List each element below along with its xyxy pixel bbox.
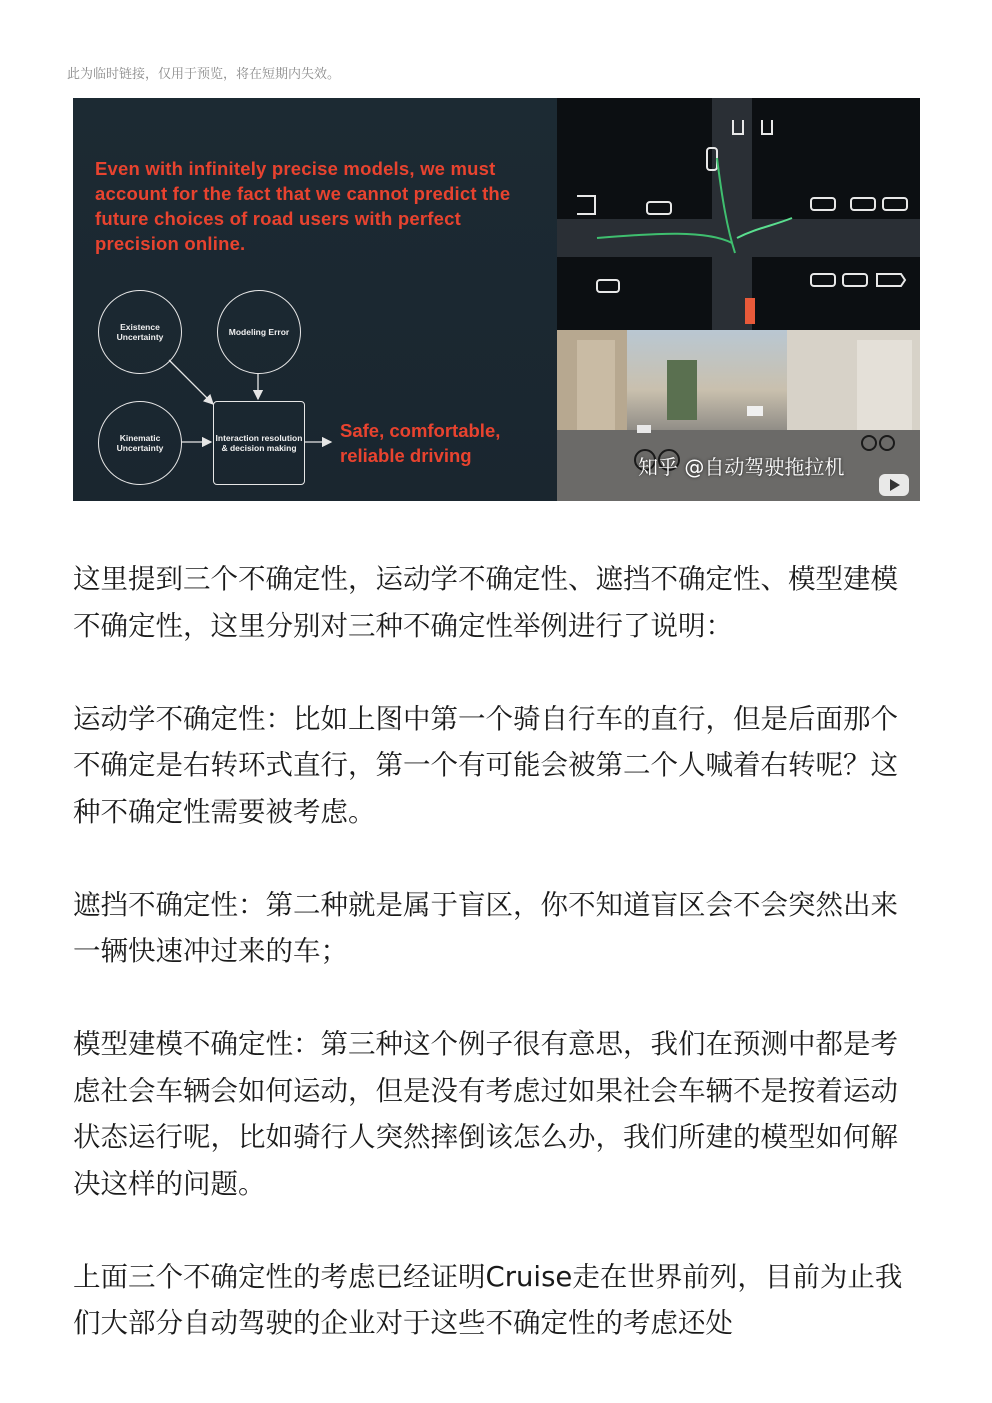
zhihu-watermark: 知乎 @自动驾驶拖拉机 [638, 455, 845, 479]
slide-outcome: Safe, comfortable, reliable driving [340, 420, 501, 466]
paragraph-intro: 这里提到三个不确定性，运动学不确定性、遮挡不确定性、模型建模不确定性，这里分别对三种不确定性举例进行了说明： [73, 563, 898, 642]
play-icon[interactable] [879, 474, 909, 496]
paragraph-conclusion: 上面三个不确定性的考虑已经证明Cruise走在世界前列，目前为止我们大部分自动驾驶的企业对于这些不确定性的考虑还处 [73, 1260, 903, 1339]
article-figure [73, 98, 920, 501]
slide-panel [73, 98, 557, 501]
top-down-view-image [557, 98, 920, 330]
paragraph-kinematic: 运动学不确定性：比如上图中第一个骑自行车的直行，但是后面那个不确定是右转环式直行，第一个有可能会被第二个人喊着右转呢？这种不确定性需要被考虑。 [73, 702, 898, 828]
top-down-view-graphic [557, 98, 920, 330]
paragraph-occlusion: 遮挡不确定性：第二种就是属于盲区，你不知道盲区会不会突然出来一辆快速冲过来的车； [73, 888, 898, 967]
node-modeling-error: Modeling Error [217, 290, 301, 374]
paragraph-modeling: 模型建模不确定性：第三种这个例子很有意思，我们在预测中都是考虑社会车辆会如何运动，但是没有考虑过如果社会车辆不是按着运动状态运行呢，比如骑行人突然摔倒该怎么办，我们所建的模型如何解决这样的问题。 [73, 1028, 898, 1200]
temporary-link-notice: 此为临时链接，仅用于预览，将在短期内失效。 [67, 67, 341, 82]
slide-statement: Even with infinitely precise models, we must account for the fact that we cannot predict the future choices of road users with perfect precision online. [95, 158, 511, 254]
node-existence-uncertainty: Existence Uncertainty [98, 290, 182, 374]
arrow-existence-to-interaction [169, 360, 213, 404]
node-interaction-resolution: Interaction resolution & decision making [213, 401, 305, 485]
article-body [73, 556, 923, 1393]
node-kinematic-uncertainty: Kinematic Uncertainty [98, 401, 182, 485]
